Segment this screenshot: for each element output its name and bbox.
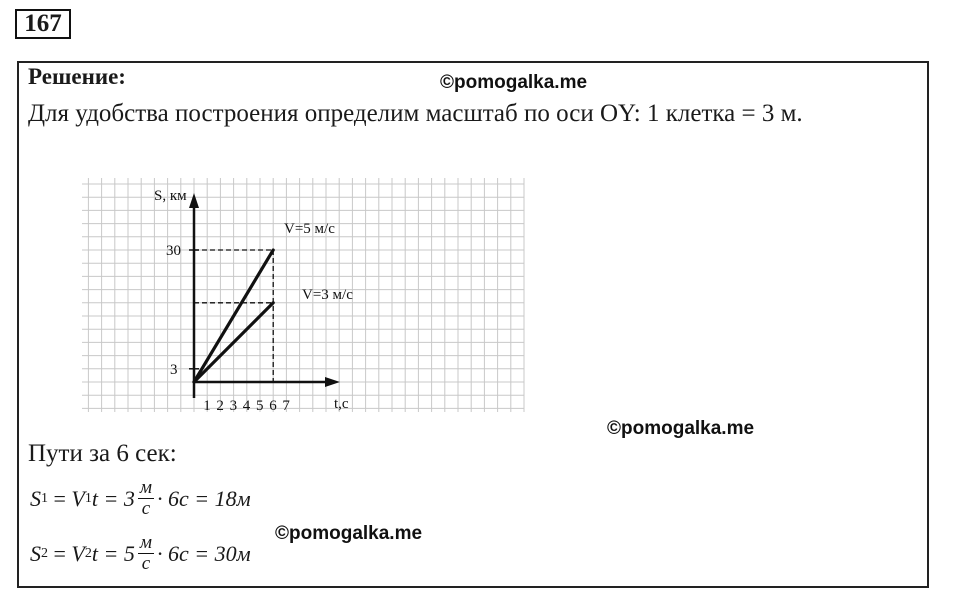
x-tick-label-7: 7 (282, 398, 290, 414)
formula-s1-lhs-sub: 1 (41, 490, 48, 506)
formula-s1-lhs: S (30, 485, 41, 511)
watermark-middle: ©pomogalka.me (607, 418, 755, 439)
formula-s1-v-sub: 1 (84, 490, 92, 506)
x-axis-label: t,с (334, 396, 349, 412)
formula-s1-frac-top: м (139, 477, 152, 498)
formula-s2 (30, 533, 251, 574)
formula-s2-lhs: S (30, 540, 41, 566)
y-axis-label: S, км (154, 188, 187, 204)
x-tick-label-4: 4 (242, 398, 251, 414)
paths-label: Пути за 6 сек: (28, 440, 177, 467)
formula-s1-eq: = (48, 485, 72, 511)
y-tick-label-3: 3 (170, 361, 178, 378)
problem-number: 167 (15, 9, 71, 39)
formula-s2-lhs-sub: 2 (41, 545, 48, 561)
scale-sentence: Для удобства построения определим масштаб по оси OY: 1 клетка = 3 м. (28, 100, 803, 127)
series-label-v3: V=3 м/с (302, 287, 353, 303)
formula-s1-rest: · 6с = 18м (156, 485, 251, 511)
watermark-bottom: ©pomogalka.me (275, 523, 423, 544)
formula-s1-v: V (71, 485, 85, 511)
formula-s2-eq: = (48, 540, 72, 566)
formula-s2-v: V (71, 540, 85, 566)
formula-s1 (30, 478, 251, 519)
x-tick-label-3: 3 (229, 398, 238, 414)
x-tick-label-2: 2 (216, 398, 224, 414)
series-label-v5: V=5 м/с (284, 221, 335, 237)
x-tick-label-1: 1 (203, 398, 211, 414)
chart-labels (154, 188, 353, 414)
y-tick-label-30: 30 (166, 243, 181, 259)
y-axis-arrow (189, 193, 199, 208)
x-tick-label-6: 6 (269, 398, 277, 414)
x-axis-arrow (325, 377, 340, 387)
formula-s1-fraction (138, 478, 154, 519)
formula-s1-frac-bot: с (141, 498, 151, 519)
formula-s2-frac-bot: с (141, 553, 151, 574)
x-tick-label-5: 5 (256, 398, 264, 414)
formula-s2-v-sub: 2 (84, 545, 92, 561)
formula-s2-frac-top: м (139, 532, 152, 553)
formula-s2-rest: · 6с = 30м (156, 540, 251, 566)
solution-heading: Решение: (28, 64, 126, 89)
formula-s2-fraction (138, 533, 154, 574)
watermark-top: ©pomogalka.me (440, 72, 588, 93)
formula-s1-t: t = 3 (91, 485, 135, 511)
formula-s2-t: t = 5 (91, 540, 135, 566)
